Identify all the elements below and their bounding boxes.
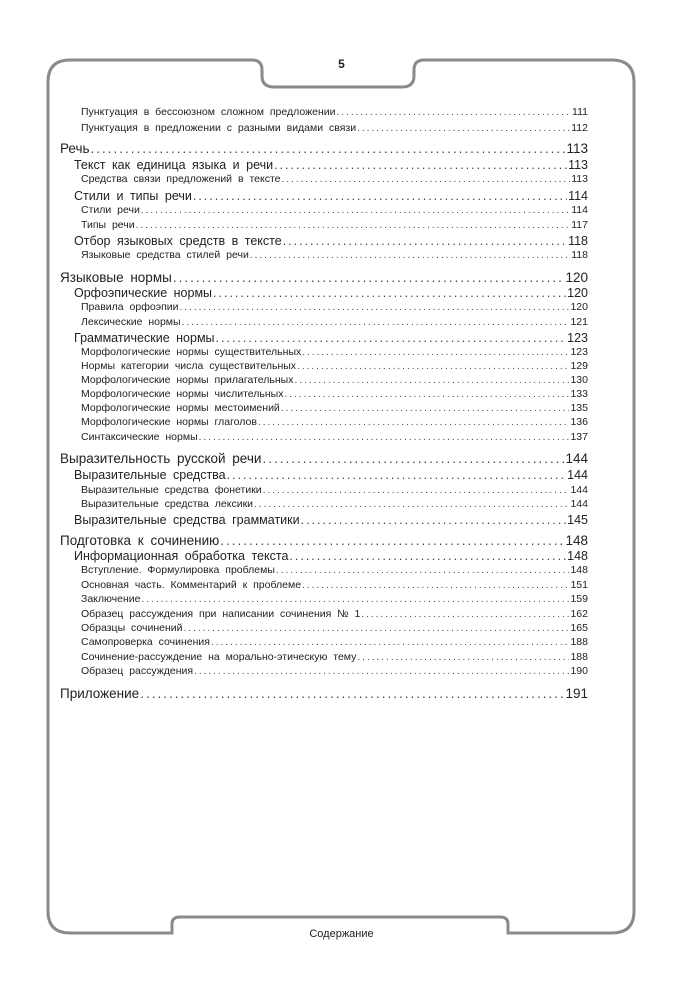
toc-entry-title: Синтаксические нормы xyxy=(81,430,198,443)
toc-entry-title: Морфологические нормы глаголов xyxy=(81,415,257,428)
toc-entry-title: Стили речи xyxy=(81,203,140,216)
toc-entry[interactable] xyxy=(81,360,588,372)
dot-leader xyxy=(357,123,570,134)
toc-entry-title: Нормы категории числа существительных xyxy=(81,359,297,372)
dot-leader xyxy=(180,302,570,313)
toc-entry-title: Выразительные средства лексики xyxy=(81,497,254,510)
toc-entry[interactable] xyxy=(81,316,588,328)
toc-entry[interactable] xyxy=(81,498,588,510)
toc-entry-title: Отбор языковых средств в тексте xyxy=(74,233,282,248)
dot-leader xyxy=(258,417,570,428)
dot-leader xyxy=(199,432,570,443)
toc-entry-page: 144 xyxy=(565,451,588,466)
dot-leader xyxy=(276,565,570,576)
toc-entry-page: 113 xyxy=(571,172,588,185)
page-footer-section-title: Содержание xyxy=(309,928,374,940)
toc-entry-title: Выразительные средства фонетики xyxy=(81,483,262,496)
dot-leader xyxy=(254,499,569,510)
dot-leader xyxy=(211,637,569,648)
toc-entry-title: Речь xyxy=(60,141,90,156)
toc-entry[interactable] xyxy=(81,636,588,648)
toc-entry-title: Правила орфоэпии xyxy=(81,300,179,313)
dot-leader xyxy=(213,286,566,300)
dot-leader xyxy=(281,403,570,414)
toc-entry-page: 144 xyxy=(570,497,588,510)
toc-entry-title: Вступление. Формулировка проблемы xyxy=(81,563,275,576)
dot-leader xyxy=(193,189,567,203)
toc-entry[interactable] xyxy=(81,249,588,261)
toc-entry-page: 144 xyxy=(570,483,588,496)
toc-entry[interactable] xyxy=(60,270,588,285)
toc-entry-page: 190 xyxy=(570,664,588,677)
toc-entry[interactable] xyxy=(60,533,588,548)
toc-entry-page: 133 xyxy=(570,387,588,400)
dot-leader xyxy=(182,317,570,328)
dot-leader xyxy=(361,609,569,620)
toc-entry[interactable] xyxy=(74,234,588,248)
toc-entry-title: Самопроверка сочинения xyxy=(81,635,210,648)
dot-leader xyxy=(141,205,570,216)
toc-entry-page: 114 xyxy=(568,188,588,203)
toc-entry[interactable] xyxy=(74,468,588,482)
toc-entry-title: Выразительные средства грамматики xyxy=(74,512,300,527)
toc-entry[interactable] xyxy=(81,106,588,118)
toc-entry-title: Пунктуация в бессоюзном сложном предложении xyxy=(81,105,336,118)
dot-leader xyxy=(274,158,567,172)
toc-entry[interactable] xyxy=(81,593,588,605)
toc-entry[interactable] xyxy=(74,189,588,203)
toc-entry-title: Выразительность русской речи xyxy=(60,451,262,466)
toc-entry-page: 188 xyxy=(570,635,588,648)
toc-entry-page: 120 xyxy=(565,270,588,285)
toc-entry-page: 113 xyxy=(566,141,588,156)
toc-entry[interactable] xyxy=(81,301,588,313)
toc-entry-page: 191 xyxy=(565,686,588,701)
toc-entry[interactable] xyxy=(81,416,588,428)
toc-entry-title: Пунктуация в предложении с разными видами связи xyxy=(81,121,357,134)
dot-leader xyxy=(216,331,567,345)
toc-entry-page: 120 xyxy=(567,285,588,300)
toc-entry-page: 129 xyxy=(570,359,588,372)
toc-entry[interactable] xyxy=(81,608,588,620)
dot-leader xyxy=(91,141,566,156)
toc-entry-title: Языковые средства стилей речи xyxy=(81,248,249,261)
toc-entry-title: Текст как единица языка и речи xyxy=(74,157,274,172)
toc-entry[interactable] xyxy=(81,651,588,663)
dot-leader xyxy=(194,666,569,677)
toc-entry-title: Сочинение-рассуждение на морально-этическую тему xyxy=(81,650,357,663)
toc-entry-title: Заключение xyxy=(81,592,141,605)
dot-leader xyxy=(301,513,567,527)
dot-leader xyxy=(140,686,564,701)
toc-entry[interactable] xyxy=(60,141,588,156)
toc-entry[interactable] xyxy=(81,564,588,576)
toc-entry-title: Образец рассуждения xyxy=(81,664,194,677)
toc-entry[interactable] xyxy=(81,374,588,386)
toc-entry-title: Основная часть. Комментарий к проблеме xyxy=(81,578,302,591)
toc-entry[interactable] xyxy=(81,173,588,185)
toc-entry-page: 148 xyxy=(570,563,588,576)
dot-leader xyxy=(263,485,570,496)
toc-entry[interactable] xyxy=(60,451,588,466)
toc-entry[interactable] xyxy=(81,402,588,414)
dot-leader xyxy=(336,107,571,118)
dot-leader xyxy=(281,174,570,185)
toc-entry[interactable] xyxy=(74,331,588,345)
toc-entry[interactable] xyxy=(81,665,588,677)
toc-entry-page: 145 xyxy=(567,512,588,527)
toc-entry-title: Приложение xyxy=(60,686,140,701)
toc-entry-page: 117 xyxy=(571,218,588,231)
dot-leader xyxy=(220,533,564,548)
toc-entry[interactable] xyxy=(60,686,588,701)
dot-leader xyxy=(136,220,571,231)
toc-entry-title: Морфологические нормы прилагательных xyxy=(81,373,294,386)
toc-entry[interactable] xyxy=(81,431,588,443)
dot-leader xyxy=(184,623,570,634)
toc-entry-title: Типы речи xyxy=(81,218,135,231)
toc-entry-page: 121 xyxy=(570,315,588,328)
toc-entry-title: Орфоэпические нормы xyxy=(74,285,213,300)
toc-entry[interactable] xyxy=(74,158,588,172)
toc-entry-page: 159 xyxy=(570,592,588,605)
toc-entry-page: 118 xyxy=(571,248,588,261)
toc-entry-title: Образцы сочинений xyxy=(81,621,183,634)
toc-entry[interactable] xyxy=(81,346,588,358)
toc-entry-page: 130 xyxy=(570,373,588,386)
toc-entry-page: 111 xyxy=(572,105,588,118)
dot-leader xyxy=(302,580,569,591)
toc-entry-page: 144 xyxy=(567,467,588,482)
toc-entry-page: 137 xyxy=(570,430,588,443)
dot-leader xyxy=(289,549,566,563)
toc-entry[interactable] xyxy=(74,513,588,527)
toc-entry[interactable] xyxy=(81,388,588,400)
toc-entry-page: 151 xyxy=(570,578,588,591)
toc-entry[interactable] xyxy=(81,622,588,634)
dot-leader xyxy=(141,594,569,605)
toc-entry-page: 162 xyxy=(570,607,588,620)
toc-entry-title: Морфологические нормы существительных xyxy=(81,345,302,358)
toc-entry-page: 120 xyxy=(570,300,588,313)
toc-entry-page: 114 xyxy=(571,203,588,216)
dot-leader xyxy=(250,250,570,261)
toc-entry-title: Подготовка к сочинению xyxy=(60,533,220,548)
toc-entry-title: Образец рассуждения при написании сочинения № 1 xyxy=(81,607,361,620)
toc-entry-page: 148 xyxy=(567,548,588,563)
toc-entry-page: 148 xyxy=(565,533,588,548)
toc-entry[interactable] xyxy=(74,286,588,300)
page-number: 5 xyxy=(338,57,345,71)
toc-entry[interactable] xyxy=(81,579,588,591)
toc-entry-page: 165 xyxy=(570,621,588,634)
toc-entry-page: 113 xyxy=(568,157,588,172)
toc-entry-page: 136 xyxy=(570,415,588,428)
toc-entry-title: Языковые нормы xyxy=(60,270,172,285)
toc-entry-title: Средства связи предложений в тексте xyxy=(81,172,281,185)
dot-leader xyxy=(284,389,569,400)
toc-entry[interactable] xyxy=(81,484,588,496)
toc-entry-title: Лексические нормы xyxy=(81,315,181,328)
toc-entry-title: Выразительные средства xyxy=(74,467,226,482)
dot-leader xyxy=(297,361,569,372)
toc-entry-page: 112 xyxy=(571,121,588,134)
toc-entry-page: 135 xyxy=(570,401,588,414)
dot-leader xyxy=(302,347,569,358)
dot-leader xyxy=(357,652,569,663)
toc-entry[interactable] xyxy=(74,549,588,563)
toc-entry-page: 123 xyxy=(567,330,588,345)
toc-entry[interactable] xyxy=(81,219,588,231)
toc-entry-title: Стили и типы речи xyxy=(74,188,192,203)
toc-entry-title: Морфологические нормы числительных xyxy=(81,387,284,400)
toc-entry-page: 118 xyxy=(568,233,588,248)
dot-leader xyxy=(227,468,567,482)
dot-leader xyxy=(262,451,564,466)
dot-leader xyxy=(173,270,565,285)
toc-entry-title: Информационная обработка текста xyxy=(74,548,289,563)
toc-entry-page: 188 xyxy=(570,650,588,663)
dot-leader xyxy=(294,375,569,386)
toc-entry-title: Грамматические нормы xyxy=(74,330,215,345)
toc-entry[interactable] xyxy=(81,204,588,216)
dot-leader xyxy=(283,234,567,248)
toc-entry-title: Морфологические нормы местоимений xyxy=(81,401,280,414)
toc-entry-page: 123 xyxy=(570,345,588,358)
toc-entry[interactable] xyxy=(81,122,588,134)
